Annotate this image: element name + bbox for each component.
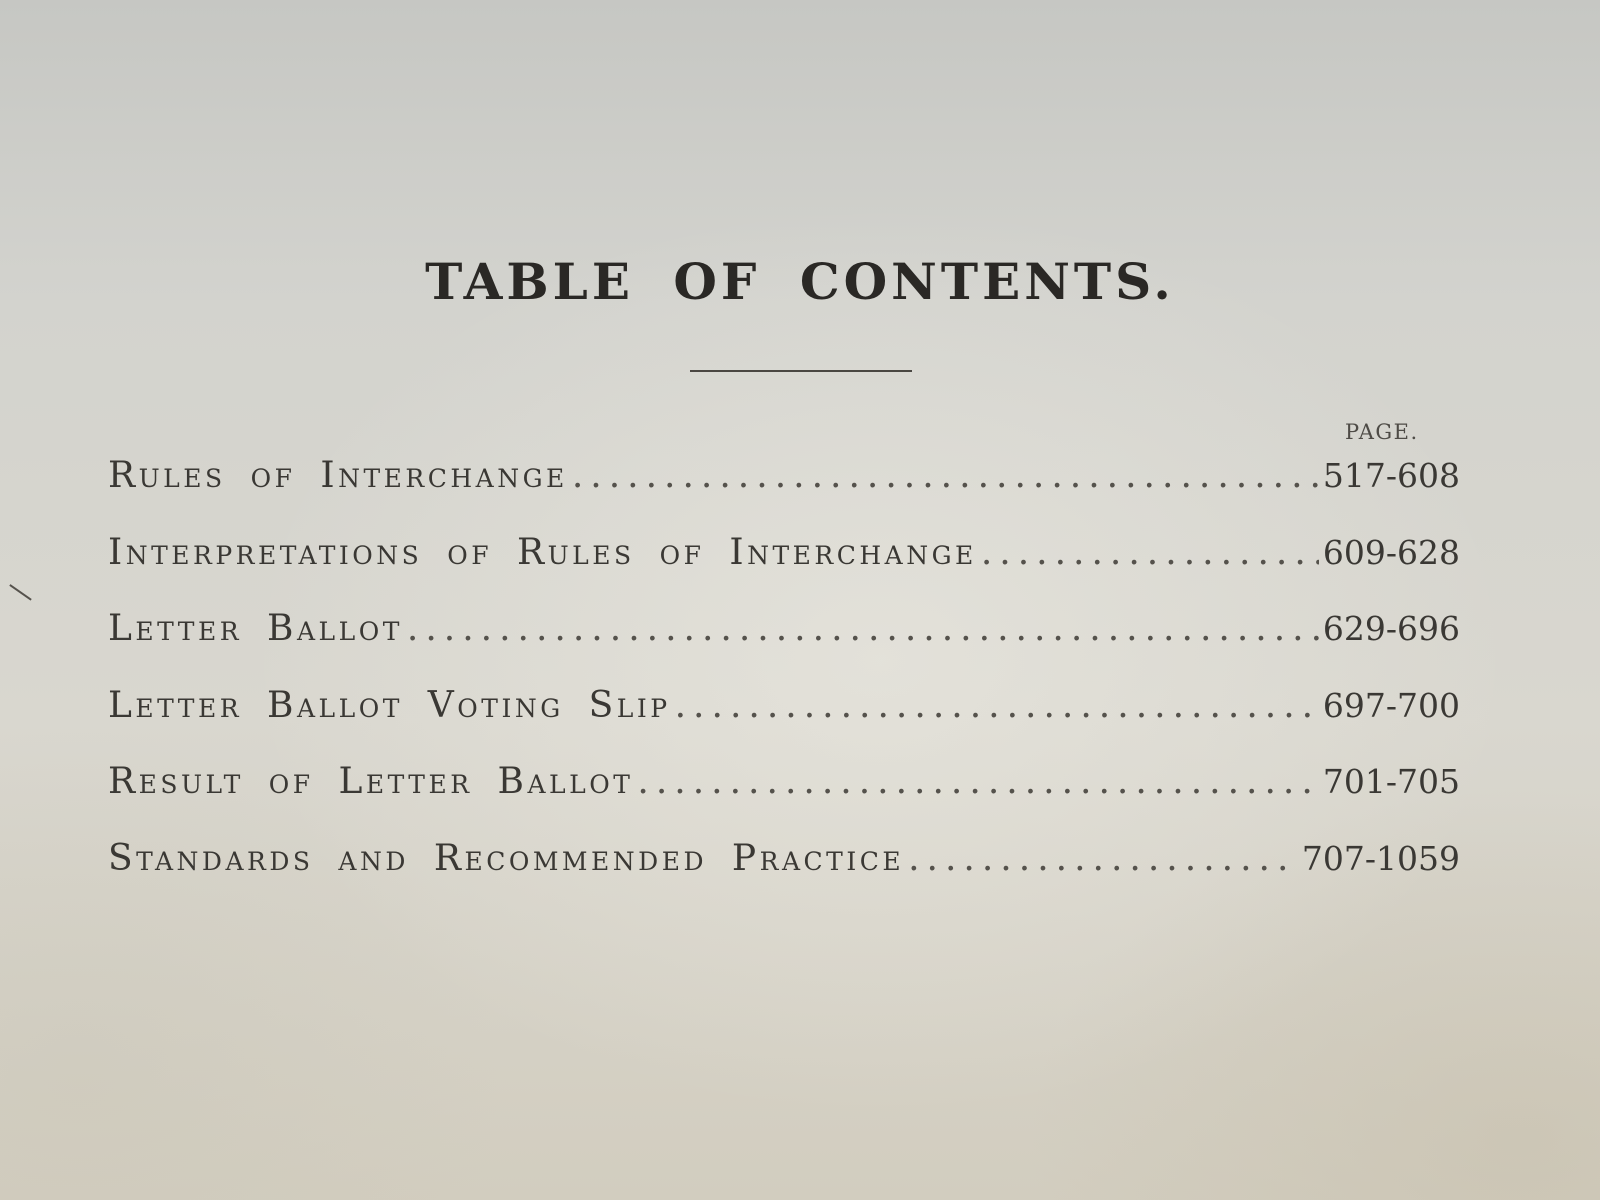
entry-title: Interpretations of Rules of Interchange: [108, 531, 977, 573]
contents-list: [108, 455, 1460, 914]
entry-title: Standards and Recommended Practice: [108, 837, 905, 879]
entry-title: Letter Ballot: [108, 608, 403, 649]
contents-entry: [108, 532, 1460, 609]
entry-pages: 517-608: [1322, 456, 1460, 495]
entry-pages: 629-696: [1322, 609, 1460, 648]
contents-entry: [108, 838, 1460, 915]
margin-mark: [10, 584, 32, 600]
page-column-label: PAGE.: [1345, 420, 1419, 444]
entry-title: Letter Ballot Voting Slip: [108, 684, 671, 726]
dot-leader: [675, 685, 1319, 726]
entry-pages: 697-700: [1322, 685, 1460, 725]
contents-entry: [108, 455, 1460, 532]
entry-pages: 701-705: [1322, 762, 1460, 801]
entry-pages: 707-1059: [1301, 838, 1460, 878]
dot-leader: [637, 761, 1318, 802]
contents-entry: [108, 761, 1460, 838]
entry-title: Result of Letter Ballot: [108, 761, 634, 802]
entry-pages: 609-628: [1322, 532, 1460, 572]
page-title: TABLE OF CONTENTS.: [425, 252, 1175, 311]
dot-leader: [572, 455, 1319, 496]
contents-entry: [108, 608, 1460, 685]
entry-title: Rules of Interchange: [108, 455, 568, 496]
dot-leader: [981, 532, 1319, 573]
title-divider: [690, 370, 912, 372]
dot-leader: [908, 838, 1298, 879]
contents-entry: [108, 685, 1460, 762]
dot-leader: [407, 608, 1319, 649]
